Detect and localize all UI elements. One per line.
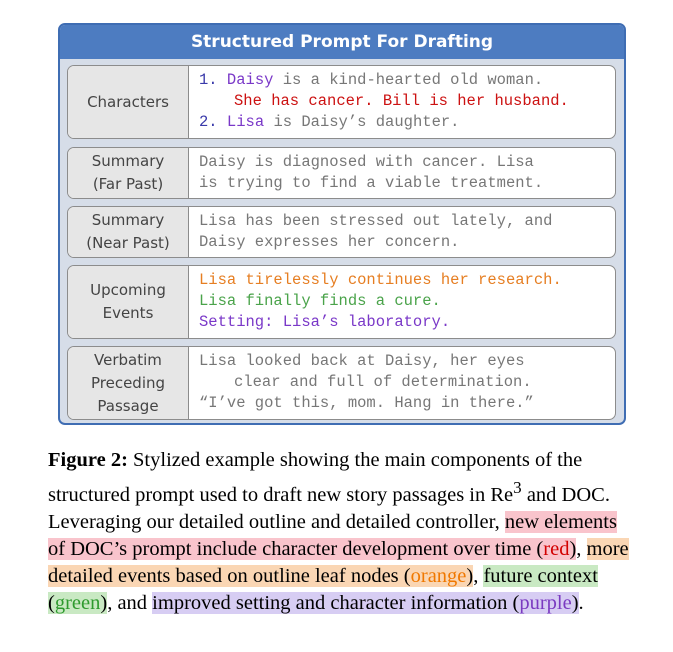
verbatim-line1: Lisa looked back at Daisy, her eyes: [199, 352, 525, 370]
character-desc-lisa: is Daisy’s daughter.: [264, 113, 460, 131]
summary-far-line1: Daisy is diagnosed with cancer. Lisa: [199, 153, 534, 171]
verbatim-line2: clear and full of determination.: [234, 373, 532, 391]
summary-far-line2: is trying to find a viable treatment.: [199, 174, 544, 192]
summary-far-label-line1: Summary: [91, 152, 165, 170]
caption-text-1: Stylized example showing the main components of the structured prompt used to draft new story passages in Re: [48, 449, 583, 506]
character-name-lisa: Lisa: [226, 113, 265, 131]
caption-superscript: 3: [513, 478, 522, 497]
character-name-daisy: Daisy: [226, 71, 274, 89]
characters-row: [67, 65, 616, 139]
summary-far-past-row: [67, 147, 616, 199]
summary-far-past-label: [68, 148, 189, 198]
character-desc-daisy: is a kind-hearted old woman.: [273, 71, 544, 89]
summary-near-line2: Daisy expresses her concern.: [199, 233, 460, 251]
verbatim-label-line3: Passage: [97, 396, 159, 415]
characters-content: [189, 66, 615, 138]
caption-label: Figure 2:: [48, 449, 128, 471]
verbatim-line3: “I’ve got this, mom. Hang in there.”: [199, 394, 534, 412]
caption-highlight-green: future context (green): [48, 564, 598, 614]
caption-red-word: red: [543, 537, 570, 560]
caption-text-2: and DOC. Leveraging our detailed outline and detailed controller,: [48, 483, 610, 533]
upcoming-event-2: Lisa finally finds a cure.: [199, 292, 441, 310]
character-number-1: 1.: [199, 71, 218, 89]
upcoming-label-line2: Events: [102, 304, 154, 322]
upcoming-setting: Setting: Lisa’s laboratory.: [199, 313, 451, 331]
characters-label: Characters: [68, 66, 189, 138]
upcoming-events-label: [68, 266, 189, 338]
summary-near-label-line2: (Near Past): [86, 234, 170, 252]
upcoming-events-row: [67, 265, 616, 339]
summary-near-past-content: [189, 207, 615, 257]
structured-prompt-figure: [58, 23, 626, 425]
upcoming-event-1: Lisa tirelessly continues her research.: [199, 271, 562, 289]
upcoming-label-line1: Upcoming: [90, 281, 166, 299]
figure-title: Structured Prompt For Drafting: [60, 25, 624, 59]
caption-highlight-purple: improved setting and character information (purple): [152, 591, 579, 614]
verbatim-passage-row: [67, 346, 616, 420]
caption-highlight-red: new elements of DOC’s prompt include character development over time (red): [48, 510, 617, 560]
summary-far-label-line2: (Far Past): [92, 175, 164, 193]
summary-near-line1: Lisa has been stressed out lately, and: [199, 212, 553, 230]
caption-highlight-orange: more detailed events based on outline leaf nodes (orange): [48, 537, 629, 587]
figure-caption: Figure 2: Stylized example showing the main components of the structured prompt used to draft new story passages in Re$^3$ and DOC. Leveraging our detailed outline and detailed controller, new elements of DOC’s prompt include character development over time (red), more detailed events based on outline leaf nodes (orange), future context (green), and improved setting and character information (purple).: [48, 449, 629, 614]
verbatim-label-line2: Preceding: [90, 373, 166, 392]
verbatim-passage-label: [68, 347, 189, 419]
summary-near-past-row: [67, 206, 616, 258]
verbatim-label-line1: Verbatim: [94, 350, 162, 369]
summary-near-past-label: [68, 207, 189, 257]
caption-green-word: green: [54, 591, 101, 614]
character-development-text: She has cancer. Bill is her husband.: [234, 92, 569, 110]
caption-orange-word: orange: [410, 564, 467, 587]
summary-near-label-line1: Summary: [91, 211, 165, 229]
caption-purple-word: purple: [519, 591, 572, 614]
verbatim-passage-content: [189, 347, 615, 419]
upcoming-events-content: [189, 266, 615, 338]
summary-far-past-content: [189, 148, 615, 198]
character-number-2: 2.: [199, 113, 218, 131]
